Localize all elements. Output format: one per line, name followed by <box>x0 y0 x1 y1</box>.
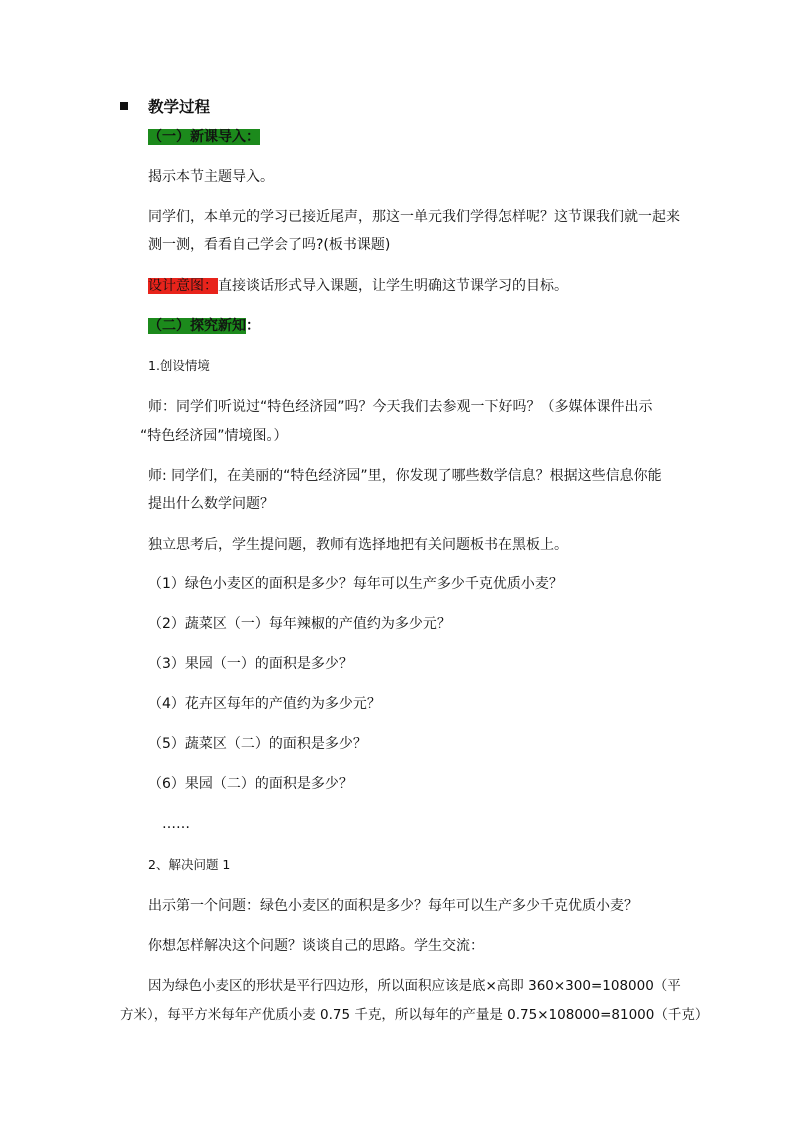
design-intent-text: 直接谈话形式导入课题，让学生明确这节课学习的目标。 <box>218 278 568 294</box>
paragraph-intro: 揭示本节主题导入。 <box>148 169 274 185</box>
paragraph-how-to-solve: 你想怎样解决这个问题？谈谈自己的思路。学生交流： <box>148 938 484 954</box>
design-intent <box>148 276 568 296</box>
question-6: （6）果园（二）的面积是多少？ <box>148 776 353 792</box>
paragraph-review-line-1: 同学们，本单元的学习已接近尾声，那这一单元我们学得怎样呢？这节课我们就一起来 <box>148 209 680 225</box>
paragraph-student-questions: 独立思考后，学生提问题，教师有选择地把有关问题板书在黑板上。 <box>148 537 568 553</box>
square-bullet-icon <box>120 102 128 110</box>
intro-section-label: （一）新课导入： <box>148 129 260 145</box>
question-1: （1）绿色小麦区的面积是多少？每年可以生产多少千克优质小麦？ <box>148 576 563 592</box>
teacher-line-2a: 师: 同学们，在美丽的“特色经济园”里，你发现了哪些数学信息？根据这些信息你能 <box>148 468 662 484</box>
teacher-line-1a: 师：同学们听说过“特色经济园”吗？今天我们去参观一下好吗？（多媒体课件出示 <box>148 399 653 415</box>
paragraph-first-question: 出示第一个问题：绿色小麦区的面积是多少？每年可以生产多少千克优质小麦？ <box>148 898 638 914</box>
question-2: （2）蔬菜区（一）每年辣椒的产值约为多少元？ <box>148 616 451 632</box>
heading-text: 教学过程 <box>148 98 211 116</box>
question-4: （4）花卉区每年的产值约为多少元？ <box>148 696 381 712</box>
teacher-line-1b: “特色经济园”情境图。） <box>140 428 288 444</box>
paragraph-solution-line-2: 方米），每平方米每年产优质小麦 0.75 千克，所以每年的产量是 0.75×108000=81000（千克） <box>120 1007 709 1023</box>
question-5: （5）蔬菜区（二）的面积是多少？ <box>148 736 367 752</box>
ellipsis: …… <box>162 816 190 832</box>
teacher-line-2b: 提出什么数学问题？ <box>148 496 274 512</box>
design-intent-label: 设计意图： <box>148 278 218 294</box>
question-3: （3）果园（一）的面积是多少？ <box>148 656 353 672</box>
paragraph-review-line-2: 测一测，看看自己学会了吗?(板书课题) <box>148 237 391 253</box>
explore-section-label: （二）探究新知： <box>148 318 260 334</box>
paragraph-solution-line-1: 因为绿色小麦区的形状是平行四边形，所以面积应该是底×高即 360×300=108000（平 <box>148 978 681 994</box>
subheading-solve-problem-1: 2、解决问题 1 <box>148 857 231 872</box>
section-heading <box>120 96 210 118</box>
subheading-create-scenario: 1.创设情境 <box>148 358 210 373</box>
